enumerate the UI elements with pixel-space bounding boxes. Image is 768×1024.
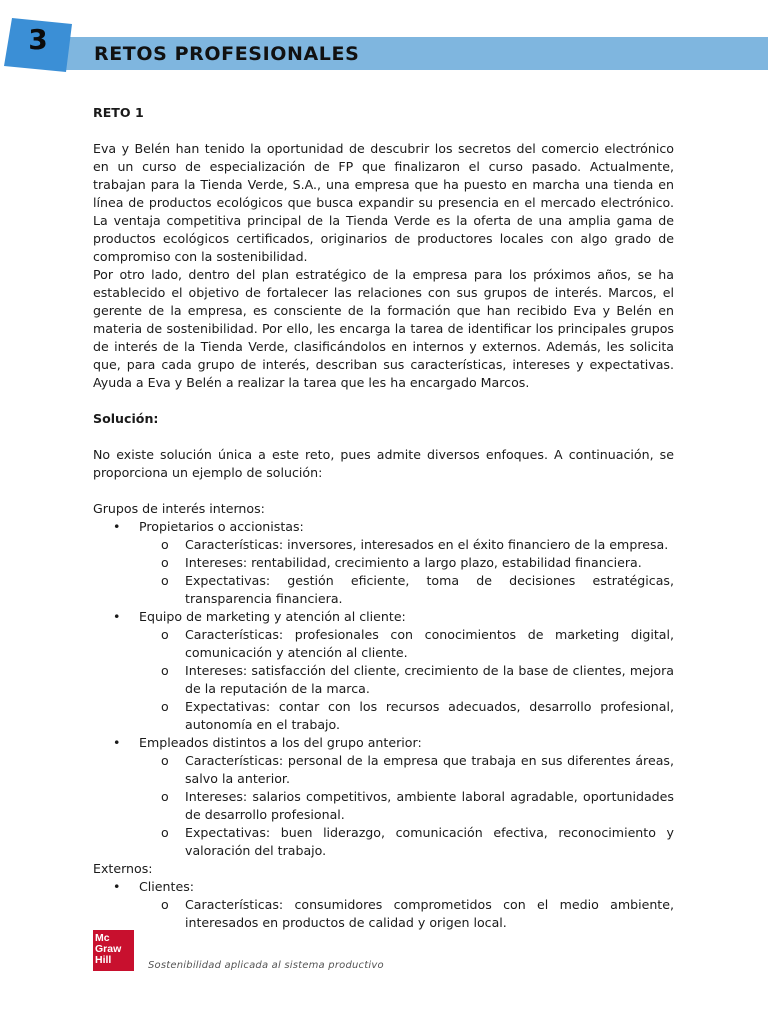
list-item: • Equipo de marketing y atención al cliente: (93, 608, 674, 626)
list-item: • Clientes: (93, 878, 674, 896)
list-item: • Empleados distintos a los del grupo anterior: (93, 734, 674, 752)
sub-list-item: o Expectativas: gestión eficiente, toma de decisiones estratégicas, transparencia financiera. (93, 572, 674, 608)
reto-heading: RETO 1 (93, 105, 144, 120)
footer-caption: Sostenibilidad aplicada al sistema productivo (148, 960, 384, 971)
sub-list-item: o Características: personal de la empresa que trabaja en sus diferentes áreas, salvo la anterior. (93, 752, 674, 788)
page-title: RETOS PROFESIONALES (94, 43, 360, 65)
sub-list-item: o Características: profesionales con conocimientos de marketing digital, comunicación y atención al cliente. (93, 626, 674, 662)
reto-paragraph-1: Eva y Belén han tenido la oportunidad de descubrir los secretos del comercio electrónico en un curso de especialización de FP que finalizaron el curso pasado. Actualmente, trabajan para la Tienda Verde, S.A., una empresa que ha puesto en marcha una tienda en línea de productos ecológicos que busca expandir su presencia en el mercado electrónico. La ventaja competitiva principal de la Tienda Verde es la oferta de una amplia gama de productos ecológicos certificados, originarios de productores locales con algo grado de compromiso con la sostenibilidad. (93, 141, 674, 264)
sub-list-item: o Intereses: satisfacción del cliente, crecimiento de la base de clientes, mejora de la reputación de la marca. (93, 662, 674, 698)
internos-group-marketing (93, 608, 674, 734)
solucion-heading: Solución: (93, 411, 159, 426)
externos-label: Externos: (93, 861, 153, 876)
chapter-number: 3 (28, 23, 48, 56)
reto-paragraph-2: Por otro lado, dentro del plan estratégico de la empresa para los próximos años, se ha establecido el objetivo de fortalecer las relaciones con sus grupos de interés. Marcos, el gerente de la empresa, es consciente de la formación que han recibido Eva y Belén en materia de sostenibilidad. Por ello, les encarga la tarea de identificar los principales grupos de interés de la Tienda Verde, clasificándolos en internos y externos. Además, les solicita que, para cada grupo de interés, describan sus características, intereses y expectativas. Ayuda a Eva y Belén a realizar la tarea que les ha encargado Marcos. (93, 267, 674, 390)
sub-list-item: o Expectativas: buen liderazgo, comunicación efectiva, reconocimiento y valoración del trabajo. (93, 824, 674, 860)
externos-group-clients (93, 878, 674, 932)
sub-list-item: o Características: consumidores comprometidos con el medio ambiente, interesados en productos de calidad y origen local. (93, 896, 674, 932)
internos-group-owners (93, 518, 674, 608)
solucion-intro: No existe solución única a este reto, pues admite diversos enfoques. A continuación, se proporciona un ejemplo de solución: (93, 447, 674, 480)
internos-label: Grupos de interés internos: (93, 501, 265, 516)
sub-list-item: o Intereses: rentabilidad, crecimiento a largo plazo, estabilidad financiera. (93, 554, 674, 572)
sub-list-item: o Intereses: salarios competitivos, ambiente laboral agradable, oportunidades de desarrollo profesional. (93, 788, 674, 824)
document-body (93, 104, 674, 932)
sub-list-item: o Expectativas: contar con los recursos adecuados, desarrollo profesional, autonomía en el trabajo. (93, 698, 674, 734)
publisher-logo: Mc Graw Hill (93, 930, 134, 971)
sub-list-item: o Características: inversores, interesados en el éxito financiero de la empresa. (93, 536, 674, 554)
list-item: • Propietarios o accionistas: (93, 518, 674, 536)
internos-group-employees (93, 734, 674, 860)
